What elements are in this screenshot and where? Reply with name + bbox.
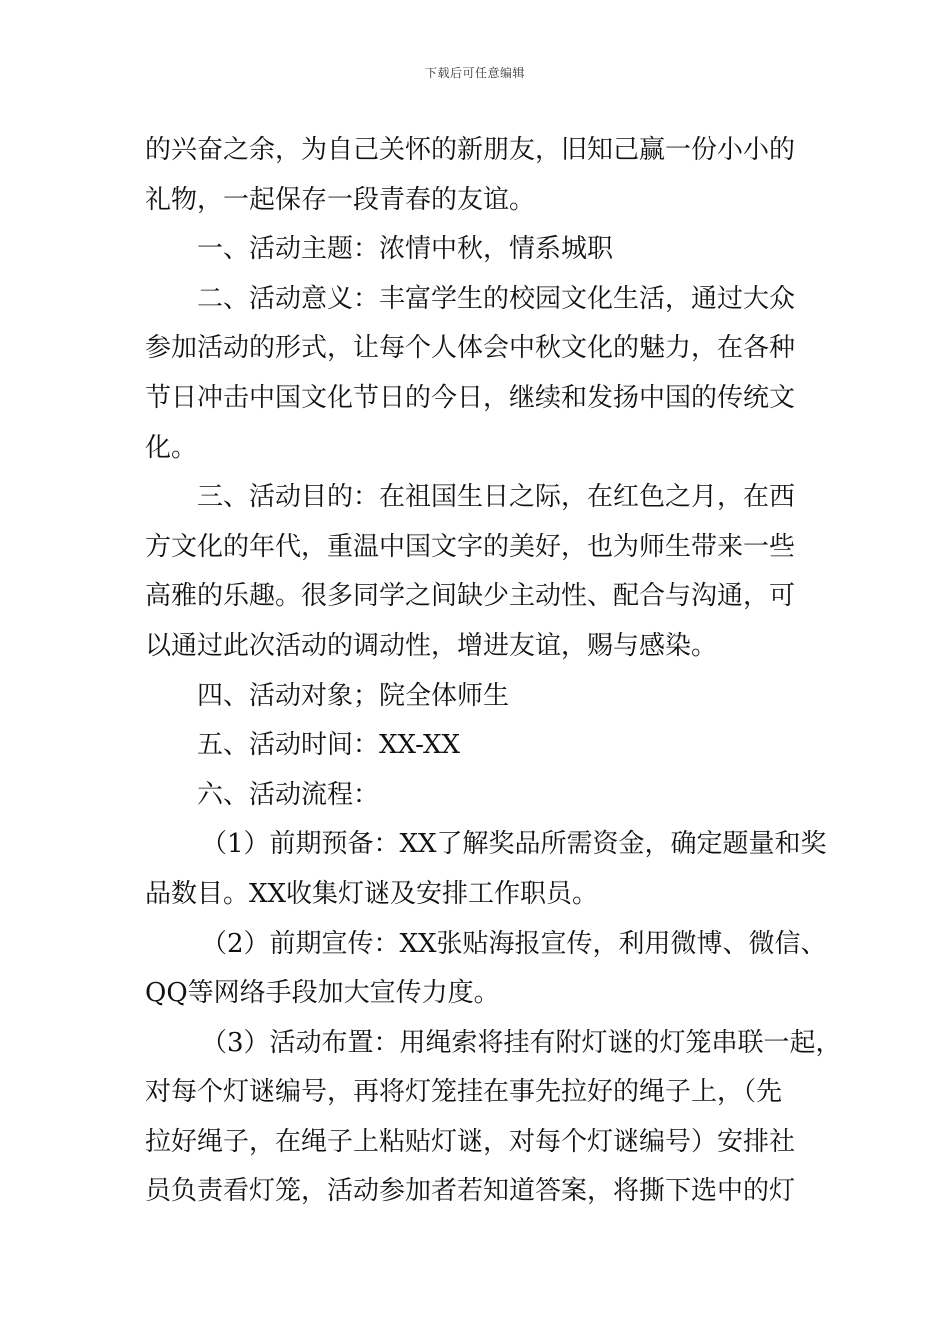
section-heading-purpose: 三、活动目的：在祖国生日之际，在红色之月，在西	[197, 482, 796, 513]
section-heading-process: 六、活动流程：	[197, 779, 380, 810]
document-body	[145, 126, 842, 1217]
text-line: 的兴奋之余，为自己关怀的新朋友，旧知己赢一份小小的	[145, 135, 796, 165]
text-line: 化。	[145, 432, 198, 463]
section-heading-audience: 四、活动对象；院全体师生	[197, 680, 510, 711]
text-line: QQ等网络手段加大宣传力度。	[145, 978, 500, 1009]
text-line: 高雅的乐趣。很多同学之间缺少主动性、配合与沟通，可	[145, 581, 796, 612]
text-line: 方文化的年代，重温中国文字的美好，也为师生带来一些	[145, 531, 796, 562]
page-header-note: 下载后可任意编辑	[424, 66, 525, 80]
text-line: 以通过此次活动的调动性，增进友谊，赐与感染。	[145, 630, 718, 661]
text-line: 品数目。XX收集灯谜及安排工作职员。	[145, 878, 599, 909]
process-step-2: （2）前期宣传：XX张贴海报宣传，利用微博、微信、	[201, 928, 827, 959]
text-line: 对每个灯谜编号，再将灯笼挂在事先拉好的绳子上，（先	[145, 1077, 783, 1108]
section-heading-time: 五、活动时间：XX-XX	[197, 730, 460, 761]
text-line: 拉好绳子，在绳子上粘贴灯谜，对每个灯谜编号）安排社	[145, 1126, 796, 1157]
section-heading-theme: 一、活动主题：浓情中秋，情系城职	[197, 234, 614, 265]
text-line: 礼物，一起保存一段青春的友谊。	[145, 184, 536, 215]
process-step-1: （1）前期预备：XX了解奖品所需资金，确定题量和奖	[201, 829, 827, 860]
section-heading-significance: 二、活动意义：丰富学生的校园文化生活，通过大众	[197, 283, 796, 314]
text-line: 参加活动的形式，让每个人体会中秋文化的魅力，在各种	[145, 333, 796, 364]
process-step-3: （3）活动布置：用绳索将挂有附灯谜的灯笼串联一起，	[201, 1027, 842, 1058]
text-line: 节日冲击中国文化节日的今日，继续和发扬中国的传统文	[145, 382, 796, 413]
text-line: 员负责看灯笼，活动参加者若知道答案，将撕下选中的灯	[145, 1176, 796, 1207]
